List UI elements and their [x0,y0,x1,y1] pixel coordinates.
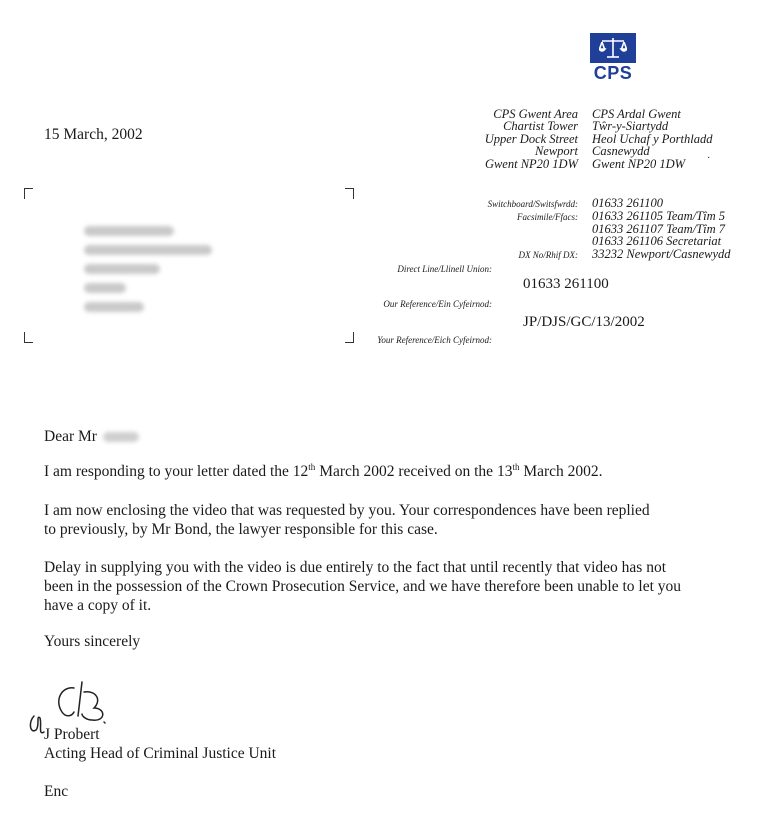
address-line: CPS Ardal Gwent [592,107,681,121]
address-line: Gwent NP20 1DW [484,156,578,171]
dx-label: DX No/Rhif DX: [518,250,578,260]
paragraph-2 [44,501,664,539]
window-corner-mark [345,188,354,199]
your-reference-label: Your Reference/Eich Cyfeirnod: [377,335,492,345]
para1-text-c: March 2002. [519,463,603,480]
direct-line-label: Direct Line/Llinell Union: [397,264,492,274]
para2-text: I am now enclosing the video that was requested by you. Your correspondences have been replied to previously, by Mr Bond, the lawyer responsible for this case. [44,502,650,538]
closing: Yours sincerely [44,633,141,650]
fax-line: 01633 261106 Secretariat [592,234,722,248]
address-line: Heol Uchaf y Porthladd [592,131,713,146]
office-address-english [430,108,578,170]
paragraph-3 [44,558,694,615]
logo-text: CPS [593,63,633,83]
window-corner-mark [345,332,354,343]
address-line: Newport [534,144,578,159]
para1-ordinal-1: th [308,461,316,472]
switchboard-label: Switchboard/Switsfwrdd: [487,199,578,209]
switchboard-number: 01633 261100 [592,196,663,210]
our-reference-label: Our Reference/Ein Cyfeirnod: [383,299,492,309]
paragraph-1 [44,462,744,481]
para1-text-a: I am responding to your letter dated the 12 [44,463,309,480]
our-reference-value: JP/DJS/GC/13/2002 [523,314,645,330]
enclosure-note: Enc [44,783,69,800]
address-line: Upper Dock Street [484,131,578,146]
address-line: Gwent NP20 1DW [592,156,686,171]
fax-line: 01633 261105 Team/Tîm 5 [592,209,726,223]
letter-date: 15 March, 2002 [44,126,143,143]
address-line: Casnewydd [592,144,650,159]
stray-mark: · [707,153,711,164]
address-line: Tŵr-y-Siartydd [592,119,669,134]
para3-text: Delay in supplying you with the video is due entirely to the fact that until recently that video has not been in the possession of the Crown Prosecution Service, and we have therefore been unable to let you have a copy of it. [44,559,682,614]
dx-number: 33232 Newport/Casnewydd [592,247,731,261]
scales-of-justice-icon [590,33,636,63]
salutation-text: Dear Mr [44,428,97,445]
window-corner-mark [24,332,33,343]
cps-logo [590,33,636,81]
para1-ordinal-2: th [512,461,520,472]
office-address-welsh [592,108,752,170]
fax-label: Facsimile/Ffacs: [517,212,578,222]
redacted-name [103,432,139,442]
para1-text-b: March 2002 received on the 13 [315,463,513,480]
address-line: CPS Gwent Area [493,107,578,121]
direct-line-number: 01633 261100 [523,276,609,292]
signer-title: Acting Head of Criminal Justice Unit [44,745,277,762]
window-corner-mark [24,188,33,199]
address-line: Chartist Tower [503,119,578,134]
fax-line: 01633 261107 Team/Tîm 7 [592,222,726,236]
signer-name: J Probert [44,726,100,743]
salutation [44,428,139,446]
